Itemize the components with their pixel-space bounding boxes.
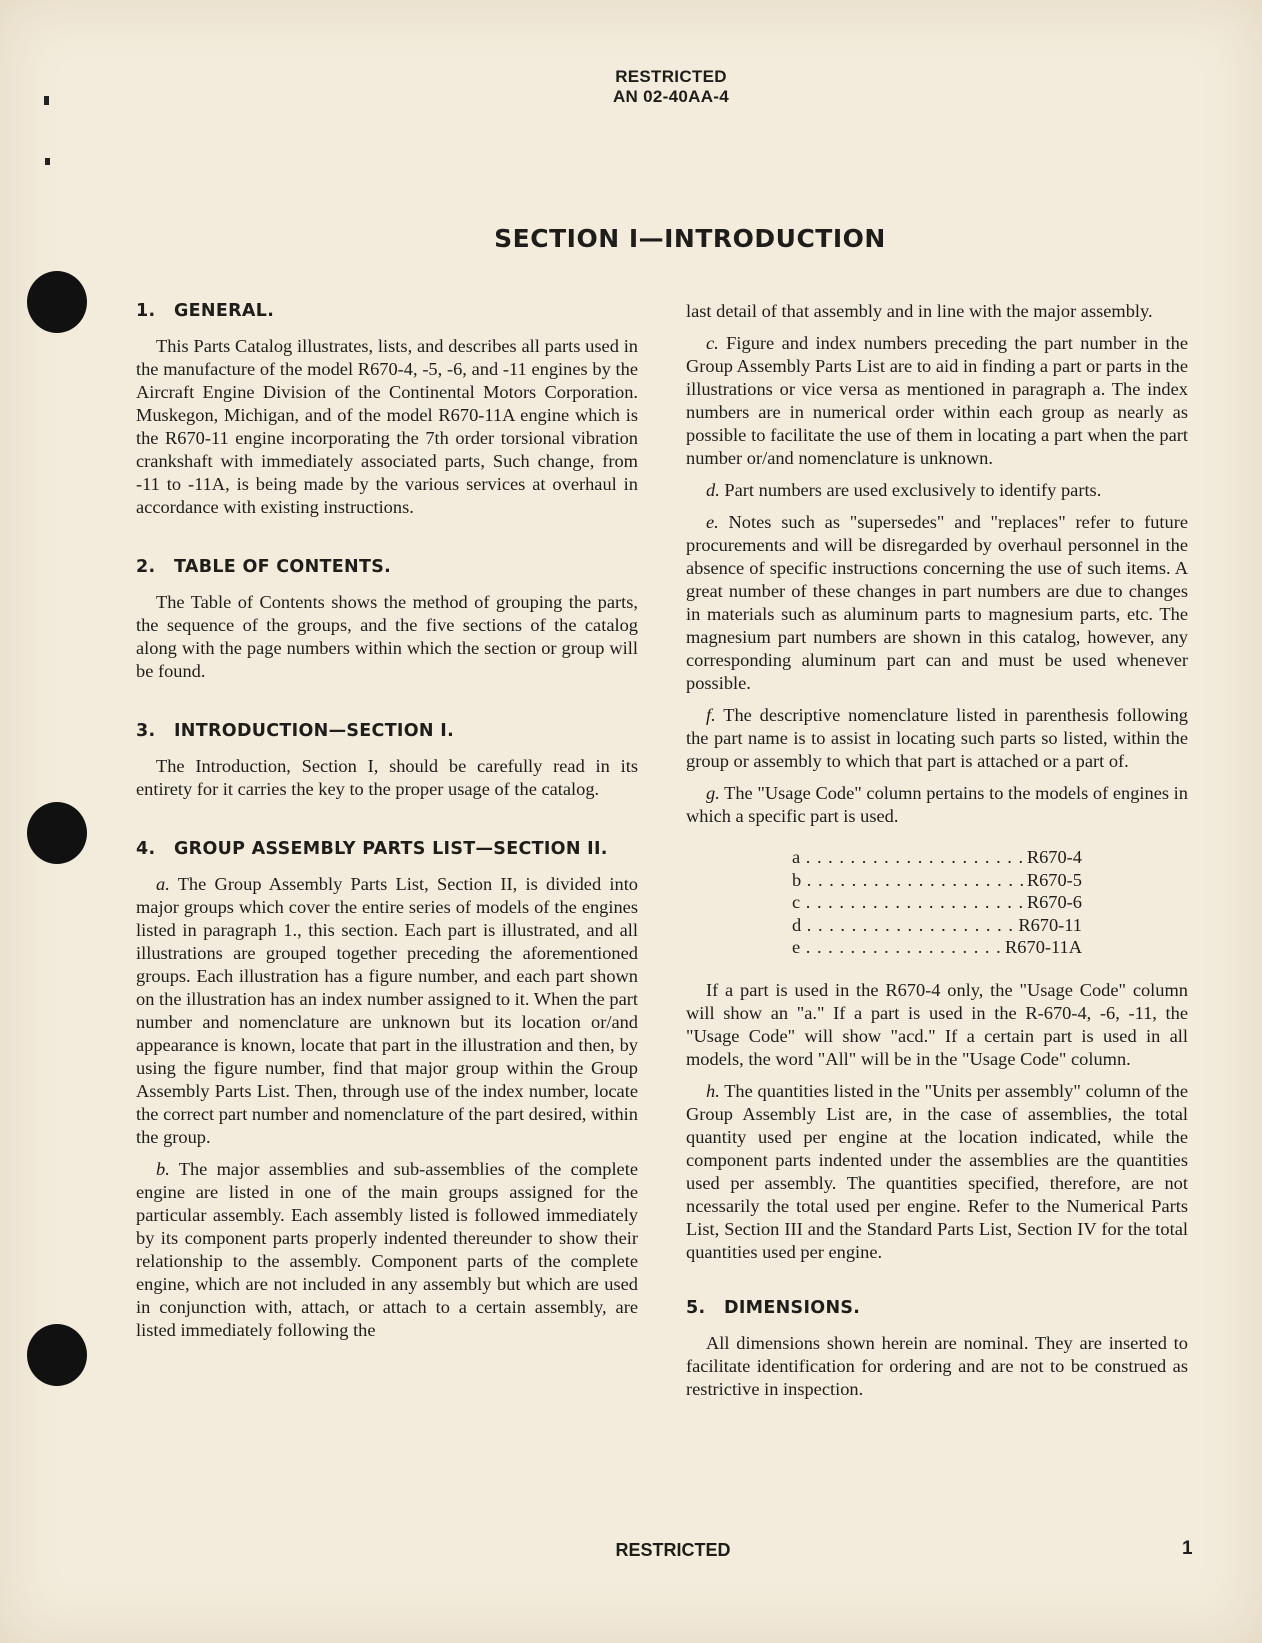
usage-code-row: e . . . R670-11A <box>792 936 1082 959</box>
usage-code-row: c . . . R670-6 <box>792 891 1082 914</box>
heading-dimensions: 5. DIMENSIONS. <box>686 1297 861 1318</box>
paragraph-4f: f. The descriptive nomenclature listed in parenthesis following the part name is to assist in locating such parts so listed, within the group or assembly to which that part is attached or a part of. <box>686 705 1189 771</box>
page-number: 1 <box>1182 1538 1193 1559</box>
heading-introduction: 3. INTRODUCTION—SECTION I. <box>136 721 455 741</box>
header-classification: RESTRICTED <box>615 67 727 86</box>
paragraph-4b: b. The major assemblies and sub-assemblies of the complete engine are listed in one of the main groups assigned for the particular assembly. Each assembly listed is followed immediately by its component parts properly indented thereunder to show their relationship to the assembly. Component parts of the complete engine, which are not included in any assembly but which are used in conjunction with, attach, or attach to a certain assembly, are listed immediately following the <box>136 1159 638 1340</box>
paragraph-4g-after: If a part is used in the R670-4 only, the "Usage Code" column will show an "a." If a part is used in the R-670-4, -6, -11, the "Usage Code" will show "acd." If a certain part is used in all models, the word "All" will be in the "Usage Code" column. <box>686 979 1188 1069</box>
right-column <box>686 300 1188 1410</box>
left-column <box>136 300 638 1351</box>
paragraph-dimensions: All dimensions shown herein are nominal. They are inserted to facilitate identification for ordering and are not to be construed as restrictive in inspection. <box>686 1332 1188 1399</box>
page-speck <box>45 158 50 165</box>
usage-code-row: d . . . R670-11 <box>792 914 1082 937</box>
heading-general: 1. GENERAL. <box>136 301 275 321</box>
usage-code-row: a . . . R670-4 <box>792 846 1082 869</box>
binder-hole-top <box>27 271 87 333</box>
paragraph-4g: g. The "Usage Code" column pertains to the models of engines in which a specific part is used. <box>686 783 1188 826</box>
paragraph-toc: The Table of Contents shows the method of grouping the parts, the sequence of the groups, and the five sections of the catalog along with the page numbers within which the section or group will be found. <box>136 592 638 681</box>
binder-hole-bottom <box>27 1324 87 1386</box>
heading-group-assembly: 4. GROUP ASSEMBLY PARTS LIST—SECTION II. <box>136 839 608 859</box>
paragraph-4d: d. Part numbers are used exclusively to identify parts. <box>706 480 1102 500</box>
heading-toc: 2. TABLE OF CONTENTS. <box>136 557 392 577</box>
paragraph-4e: e. Notes such as "supersedes" and "replaces" refer to future procurements and will be disregarded by overhaul personnel in the absence of specific instructions concerning the use of such items. A great number of these changes in part numbers are due to changes in materials such as aluminum parts to magnesium parts, etc. The magnesium part numbers are shown in this catalog, however, any corresponding aluminum part can and must be used whenever possible. <box>686 512 1188 693</box>
paragraph-4h: h. The quantities listed in the "Units per assembly" column of the Group Assembly List are, in the case of assemblies, the total quantity used per engine at the location indicated, while the component parts indented under the assemblies are the quantities used per assembly. The quantities specified, therefore, are not ncessarily the total used per engine. Refer to the Numerical Parts List, Section III and the Standard Parts List, Section IV for the total quantities used per engine. <box>686 1080 1188 1262</box>
section-title: SECTION I—INTRODUCTION <box>494 224 886 253</box>
footer-classification: RESTRICTED <box>615 1540 731 1560</box>
header-doc-number: AN 02-40AA-4 <box>612 87 730 106</box>
usage-code-list <box>792 846 1082 959</box>
page-header <box>0 67 1262 107</box>
paragraph-general: This Parts Catalog illustrates, lists, and describes all parts used in the manufacture of the model R670-4, -5, -6, and -11 engines by the Aircraft Engine Division of the Continental Motors Corporation. Muskegon, Michigan, and of the model R670-11A engine which is the R670-11 engine incorporating the 7th order torsional vibration crankshaft with immediately associated parts, Such change, from -11 to -11A, is being made by the various services at overhaul in accordance with existing instructions. <box>136 336 638 517</box>
paragraph-introduction: The Introduction, Section I, should be carefully read in its entirety for it carries the key to the proper usage of the catalog. <box>136 756 638 799</box>
usage-code-row: b . . . R670-5 <box>792 869 1082 892</box>
paragraph-4b-continued: last detail of that assembly and in line with the major assembly. <box>686 301 1153 321</box>
binder-hole-middle <box>27 802 87 864</box>
paragraph-4c: c. Figure and index numbers preceding the part number in the Group Assembly Parts List are to aid in finding a part or parts in the illustrations or vice versa as mentioned in paragraph a. The index numbers are in numerical order within each group as nearly as possible to facilitate the use of them in locating a part when the part number or/and nomenclature is unknown. <box>686 333 1188 468</box>
paragraph-4a: a. The Group Assembly Parts List, Section II, is divided into major groups which cover the entire series of models of the engines listed in paragraph 1., this section. Each part is illustrated, and all illustrations are grouped together preceding the aforementioned groups. Each illustration has a figure number, and each part shown on the illustration has an index number assigned to it. When the part number and nomenclature are unknown but its location or/and appearance is known, locate that part in the illustration and then, by using the figure number, find that major group within the Group Assembly Parts List. Then, through use of the index number, locate the correct part number and nomenclature of the part desired, within the group. <box>136 874 639 1147</box>
